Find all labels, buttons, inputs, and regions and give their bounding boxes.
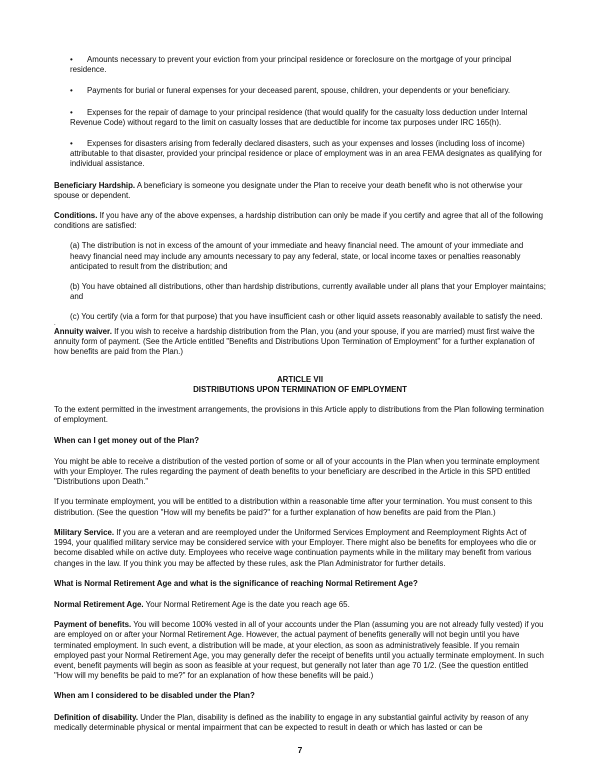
conditions-label: Conditions. <box>54 211 98 221</box>
bullet-dot: • <box>70 107 73 117</box>
condition-item: (a) The distribution is not in excess of the amount of your immediate and heavy financial need. The amount of your immediate and heavy financial need may include any amounts necessary to pay any federal, state, or local income taxes or penalties reasonably anticipated to result from the distribution; and <box>70 241 524 271</box>
list-item: • Amounts necessary to prevent your eviction from your principal residence or foreclosure on the mortgage of your principal residence. <box>70 55 512 75</box>
page-number: 7 <box>297 745 303 755</box>
normal-retirement-age-label: Normal Retirement Age. <box>54 599 144 609</box>
definition-disability-label: Definition of disability. <box>54 712 139 722</box>
article-number: ARTICLE VII <box>276 375 324 385</box>
bullet-dot: • <box>70 86 73 96</box>
military-service-label: Military Service. <box>54 527 115 537</box>
list-item: • Expenses for disasters arising from federally declared disasters, such as your expenses and losses (including loss of income) attributable to that disaster, provided your principal residence or place of employment was in an area FEMA designates as qualifying for individual assistance. <box>70 139 542 169</box>
payment-of-benefits-label: Payment of benefits. <box>54 620 132 630</box>
conditions-text: If you have any of the above expenses, a hardship distribution can only be made if you certify and agree that all of the following conditions are satisfied: <box>54 211 544 231</box>
annuity-waiver-text: If you wish to receive a hardship distribution from the Plan, you (and your spouse, if you are married) must first waive the annuity form of payment. (See the Article entitled "Benefits and Distributions Upon Termination of Employment" for a further explanation of how benefits are paid from the Plan.) <box>54 326 535 357</box>
payment-of-benefits-text: You will become 100% vested in all of your accounts under the Plan (assuming you are not already fully vested) if you are employed on or after your Normal Retirement Age. However, the actual payment of benefits generally will not begin until you have terminated employment. In such event, a distribution will be made, at your election, as soon as administratively feasible. If you remain employed past your Normal Retirement Age, you may generally defer the receipt of benefits until you actually terminate employment. In such event, benefit payments will begin as soon as feasible at your request, but generally not later than age 70 1/2. (See the question entitled "How will my benefits be paid to me?" for an explanation of how these benefits will be paid.) <box>54 620 544 681</box>
definition-disability-text: Under the Plan, disability is defined as the inability to engage in any substantial gainful activity by reason of any medically determinable physical or mental impairment that can be expected to result in death or which has lasted or can be <box>54 712 529 732</box>
question-heading: When can I get money out of the Plan? <box>54 435 200 445</box>
beneficiary-hardship-text: A beneficiary is someone you designate under the Plan to receive your death benefit who is not otherwise your spouse or dependent. <box>54 180 523 200</box>
question-heading: When am I considered to be disabled under the Plan? <box>54 691 255 701</box>
paragraph: If you terminate employment, you will be entitled to a distribution within a reasonable time after your termination. You must consent to this distribution. (See the question "How will my benefits be paid?" for a further explanation of how benefits are paid from the Plan.) <box>54 497 533 517</box>
list-item: • Payments for burial or funeral expenses for your deceased parent, spouse, children, your dependents or your beneficiary. <box>70 86 511 96</box>
conditions-paragraph <box>54 211 546 231</box>
article-heading <box>54 375 546 395</box>
beneficiary-hardship-paragraph <box>54 181 546 201</box>
condition-item: (c) You certify (via a form for that purpose) that you have insufficient cash or other liquid assets reasonably available to satisfy the need. <box>70 312 543 322</box>
condition-item: (b) You have obtained all distributions, other than hardship distributions, currently available under all plans that your Employer maintains; and <box>70 282 546 302</box>
payment-of-benefits-paragraph <box>54 620 546 681</box>
military-service-text: If you are a veteran and are reemployed under the Uniformed Services Employment and Reemployment Rights Act of 1994, your qualified military service may be considered service with your Employer. There might also be benefits for employees who die or become disabled while on active duty. Employees who receive wage continuation payments while in the military may benefit from various changes in the law. If you think you may be affected by these rules, ask the Plan Administrator for further details. <box>54 527 537 568</box>
question-heading: What is Normal Retirement Age and what is the significance of reaching Normal Retirement Age? <box>54 578 418 588</box>
bullet-dot: • <box>70 139 73 149</box>
article-title: DISTRIBUTIONS UPON TERMINATION OF EMPLOYMENT <box>193 385 407 395</box>
paragraph: You might be able to receive a distribution of the vested portion of some or all of your accounts in the Plan when you terminate employment with your Employer. The rules regarding the payment of death benefits to your beneficiary are described in the Article in this SPD entitled "Distributions upon Death." <box>54 456 540 487</box>
beneficiary-hardship-label: Beneficiary Hardship. <box>54 180 136 190</box>
annuity-waiver-paragraph <box>54 327 546 358</box>
normal-retirement-age-text: Your Normal Retirement Age is the date you reach age 65. <box>143 599 350 609</box>
normal-retirement-age-paragraph <box>54 600 546 610</box>
military-service-paragraph <box>54 528 546 569</box>
annuity-waiver-label: Annuity waiver. <box>54 326 112 336</box>
stray-mark: . <box>54 320 56 327</box>
definition-disability-paragraph <box>54 713 546 733</box>
article-intro: To the extent permitted in the investment arrangements, the provisions in this Article apply to distributions from the Plan following termination of employment. <box>54 405 544 425</box>
bullet-dot: • <box>70 55 73 64</box>
list-item: • Expenses for the repair of damage to your principal residence (that would qualify for the casualty loss deduction under Internal Revenue Code) without regard to the limit on casualty losses that are deductible for income tax purposes under IRC 165(h). <box>70 107 528 127</box>
